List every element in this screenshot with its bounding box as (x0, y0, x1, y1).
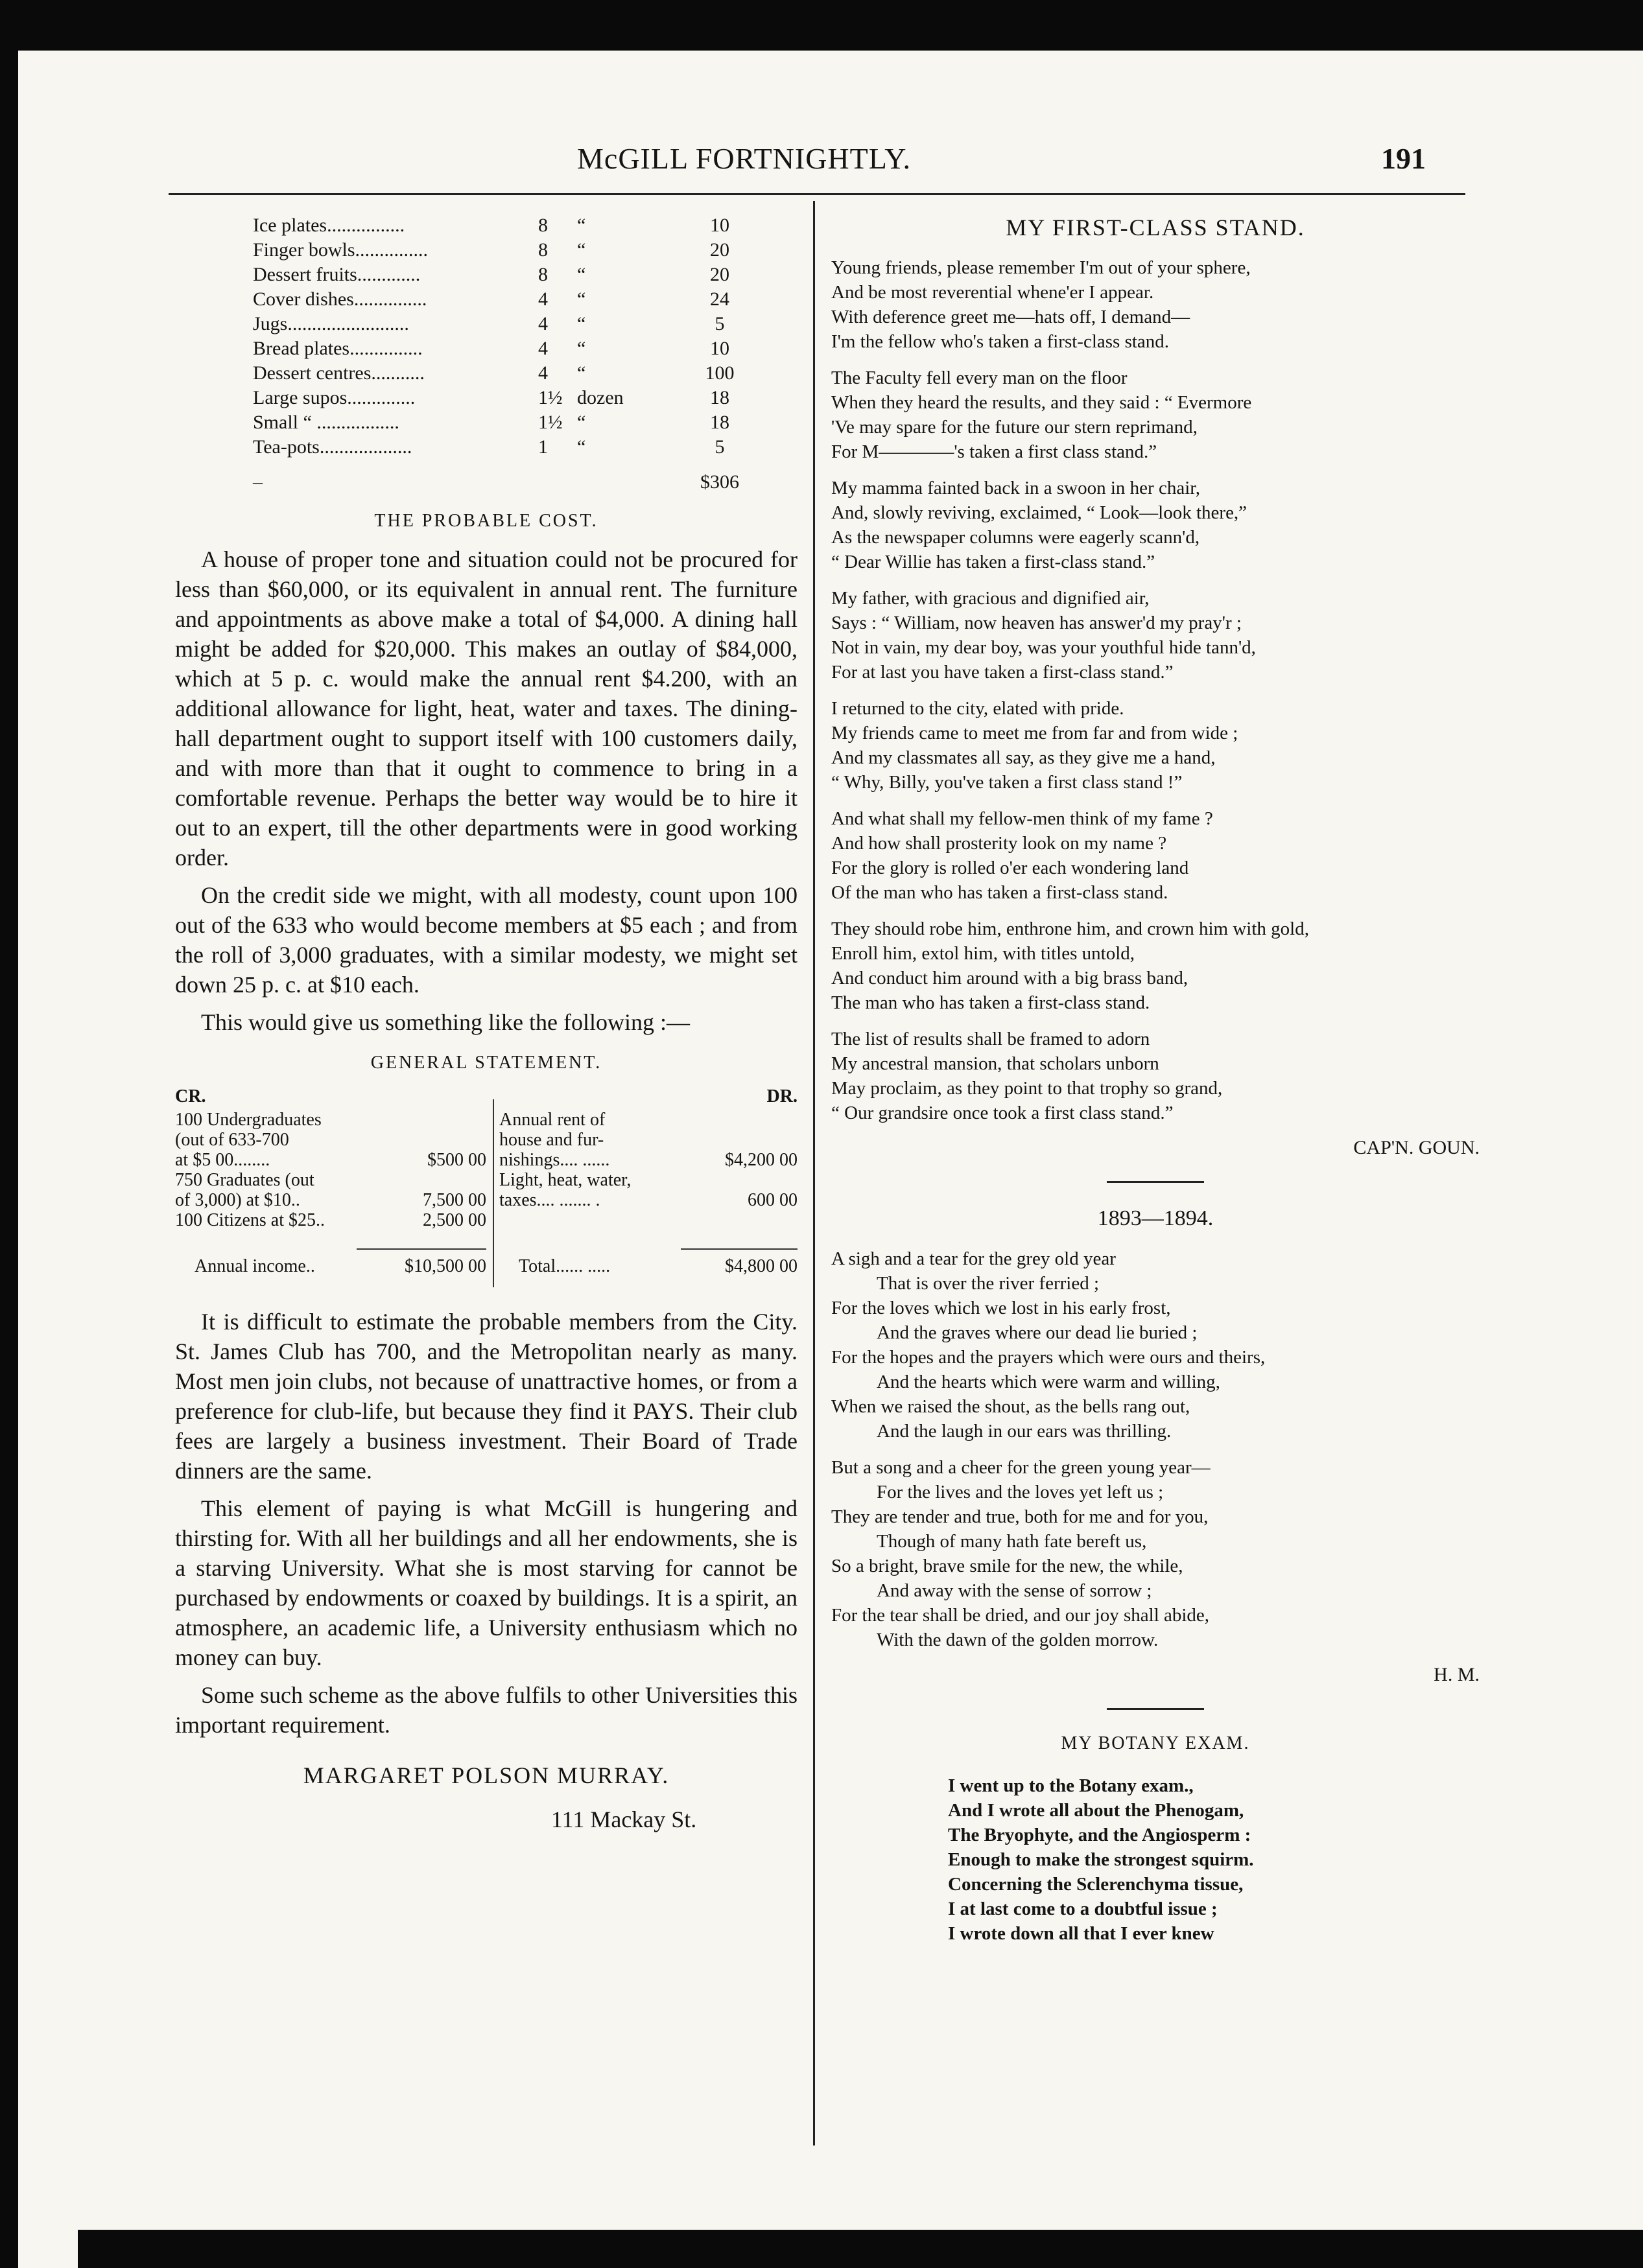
poem-line: That is over the river ferried ; (877, 1273, 1100, 1294)
poem-line: For the hopes and the prayers which were ours and theirs, (831, 1347, 1266, 1368)
supply-item: Cover dishes............... (253, 288, 427, 310)
supply-qty: 4 (538, 288, 548, 310)
debit-label: DR. (766, 1086, 798, 1106)
supply-unit: “ (577, 215, 586, 236)
poem-line: I returned to the city, elated with pride. (831, 698, 1124, 719)
statement-amount: $4,200 00 (725, 1150, 798, 1170)
supply-unit: “ (577, 264, 586, 285)
sum-rule (681, 1248, 798, 1250)
stanza (831, 586, 1480, 684)
poem-1893-1894 (831, 1246, 1480, 1652)
credit-total-amount: $10,500 00 (405, 1256, 486, 1276)
poem-author: H. M. (1434, 1664, 1480, 1685)
statement-text: (out of 633-700 (175, 1130, 289, 1150)
table-row (253, 337, 746, 362)
supply-qty: 4 (538, 338, 548, 359)
poem-line: They are tender and true, both for me and for you, (831, 1506, 1209, 1527)
poem-line: Young friends, please remember I'm out of your sphere, (831, 257, 1251, 278)
paragraph: Some such scheme as the above fulfils to other Universities this important requirement. (175, 1682, 798, 1738)
supply-item: Finger bowls............... (253, 239, 428, 261)
poem-line: A sigh and a tear for the grey old year (831, 1248, 1116, 1269)
scan-border-left (0, 0, 18, 2268)
statement-line (499, 1170, 798, 1190)
running-title: McGILL FORTNIGHTLY. (577, 142, 912, 175)
poem-author: CAP'N. GOUN. (1353, 1137, 1480, 1158)
supply-count: 10 (710, 215, 729, 236)
author-address: 111 Mackay St. (551, 1806, 697, 1832)
poem-line: I at last come to a doubtful issue ; (948, 1899, 1218, 1919)
paragraph: This element of paying is what McGill is hungering and thirsting for. With all her buildings and all her endowments, she is a starving University. What she is most starving for cannot be purchased by endowments or coaxed by buildings. It is a spirit, an atmosphere, an academic life, a University enthusiasm which no money can buy. (175, 1495, 798, 1670)
poem-line: “ Why, Billy, you've taken a first class stand !” (831, 772, 1183, 793)
poem-line: For the lives and the loves yet left us ; (877, 1482, 1164, 1502)
poem-line: But a song and a cheer for the green young year— (831, 1457, 1211, 1478)
stanza (831, 476, 1480, 574)
poem-first-class-stand (831, 255, 1480, 1125)
poem-line: The list of results shall be framed to adorn (831, 1029, 1150, 1049)
supply-unit: “ (577, 288, 586, 310)
stanza (831, 917, 1480, 1015)
supply-qty: 4 (538, 362, 548, 384)
statement-amount: $500 00 (427, 1150, 486, 1170)
probable-cost-body (175, 544, 798, 1037)
statement-amount: 7,500 00 (423, 1190, 486, 1210)
supply-item: Jugs......................... (253, 313, 409, 334)
debit-entries (499, 1110, 798, 1210)
poem-line: And, slowly reviving, exclaimed, “ Look—look there,” (831, 502, 1247, 523)
poem-line: When they heard the results, and they said : “ Evermore (831, 392, 1252, 413)
poem-line: Though of many hath fate bereft us, (877, 1531, 1147, 1552)
statement-text: Light, heat, water, (499, 1170, 632, 1190)
statement-line (499, 1110, 798, 1130)
left-column (175, 214, 798, 1833)
poem-line: The Faculty fell every man on the floor (831, 368, 1128, 388)
poem-line: And be most reverential whene'er I appear. (831, 282, 1154, 303)
poem-title: MY FIRST-CLASS STAND. (1006, 215, 1305, 240)
poem-line: And what shall my fellow-men think of my fame ? (831, 808, 1213, 829)
poem-line: My friends came to meet me from far and from wide ; (831, 723, 1238, 743)
author-signature: MARGARET POLSON MURRAY. (303, 1762, 670, 1788)
poem-line: For at last you have taken a first-class stand.” (831, 662, 1174, 683)
supply-item: Small “ ................. (253, 412, 399, 433)
supply-qty: 1 (538, 436, 548, 458)
header-rule (169, 193, 1465, 195)
table-row (253, 214, 746, 239)
statement-line (175, 1190, 486, 1210)
supply-item: Dessert centres........... (253, 362, 425, 384)
poem-line: Not in vain, my dear boy, was your youthful hide tann'd, (831, 637, 1256, 658)
supply-item: Tea-pots................... (253, 436, 412, 458)
table-row (253, 312, 746, 337)
supply-item: Large supos.............. (253, 387, 416, 408)
poem-line: Of the man who has taken a first-class stand. (831, 882, 1168, 903)
statement-line (175, 1170, 486, 1190)
table-row (253, 288, 746, 312)
supply-count: 5 (715, 436, 725, 458)
statement-text: 750 Graduates (out (175, 1170, 314, 1190)
poem-line: And how shall prosterity look on my name ? (831, 833, 1167, 854)
statement-text: 100 Citizens at $25.. (175, 1210, 325, 1230)
supply-item: Dessert fruits............. (253, 264, 421, 285)
poem-line: Enroll him, extol him, with titles untold, (831, 943, 1135, 964)
poem-line: And I wrote all about the Phenogam, (948, 1800, 1244, 1821)
poem-line: And conduct him around with a big brass band, (831, 968, 1188, 988)
supply-qty: 8 (538, 215, 548, 236)
supply-count: 10 (710, 338, 729, 359)
supply-qty: 8 (538, 264, 548, 285)
table-row (253, 263, 746, 288)
page-number: 191 (1381, 142, 1426, 175)
paragraph: A house of proper tone and situation could not be procured for less than $60,000, or its equivalent in annual rent. The furniture and appointments as above make a total of $4,000. A dining hall might be added for $20,000. This makes an outlay of $84,000, which at 5 p. c. would make the annual rent $4.200, with an additional allowance for light, heat, water and taxes. The dining-hall department ought to support itself with 100 customers daily, and with more than that it ought to commence to bring in a comfortable revenue. Perhaps the better way would be to hire it out to an expert, till the other departments were in good working order. (175, 546, 798, 871)
column-rule (813, 201, 815, 2145)
statement-line (175, 1150, 486, 1170)
supply-count: 18 (710, 387, 729, 408)
poem-line: Says : “ William, now heaven has answer'd my pray'r ; (831, 613, 1242, 633)
right-column (831, 214, 1480, 1946)
stanza (831, 1455, 1480, 1652)
scan-border-top (0, 0, 1643, 51)
poem-line: For the loves which we lost in his early frost, (831, 1298, 1171, 1318)
poem-line: And my classmates all say, as they give me a hand, (831, 747, 1216, 768)
poem-line: When we raised the shout, as the bells rang out, (831, 1396, 1190, 1417)
statement-line (499, 1150, 798, 1170)
closing-body (175, 1307, 798, 1740)
scan-border-bottom (78, 2230, 1643, 2268)
general-statement-heading: GENERAL STATEMENT. (370, 1053, 602, 1073)
poem-line: My father, with gracious and dignified air, (831, 588, 1150, 609)
supply-unit: “ (577, 239, 586, 261)
credit-entries (175, 1110, 486, 1230)
poem-line: They should robe him, enthrone him, and crown him with gold, (831, 918, 1309, 939)
supply-unit: dozen (577, 387, 624, 408)
poem-line: Enough to make the strongest squirm. (948, 1849, 1254, 1870)
credit-total-label: Annual income.. (195, 1256, 315, 1276)
statement-text: of 3,000) at $10.. (175, 1190, 300, 1210)
supply-qty: 4 (538, 313, 548, 334)
statement-text: house and fur- (499, 1130, 604, 1150)
supply-item: Ice plates................ (253, 215, 405, 236)
statement-line (175, 1210, 486, 1230)
table-row (253, 411, 746, 436)
supply-count: 5 (715, 313, 725, 334)
statement-amount: 600 00 (748, 1190, 798, 1210)
credit-label: CR. (175, 1086, 206, 1106)
debit-total-amount: $4,800 00 (725, 1256, 798, 1276)
general-statement (175, 1086, 798, 1294)
statement-divider (493, 1099, 494, 1287)
supply-count: 24 (710, 288, 729, 310)
supply-count: 18 (710, 412, 729, 433)
empty-cell (577, 460, 694, 495)
supply-unit: “ (577, 338, 586, 359)
poem-line: “ Dear Willie has taken a first-class stand.” (831, 552, 1155, 572)
statement-line (175, 1110, 486, 1130)
poem-line: And the laugh in our ears was thrilling. (877, 1421, 1172, 1442)
poem-line: For the glory is rolled o'er each wondering land (831, 858, 1189, 878)
empty-cell (538, 460, 577, 495)
poem-line: I wrote down all that I ever knew (948, 1923, 1214, 1944)
paragraph: It is difficult to estimate the probable members from the City. St. James Club has 700, and the Metropolitan nearly as many. Most men join clubs, not because of unattractive homes, or from a preference for club-life, but because they find it PAYS. Their club fees are largely a business investment. Their Board of Trade dinners are the same. (175, 1309, 798, 1484)
statement-line (499, 1130, 798, 1150)
supply-unit: “ (577, 436, 586, 458)
poem-line: “ Our grandsire once took a first class stand.” (831, 1103, 1174, 1123)
supply-item: Bread plates............... (253, 338, 423, 359)
stanza (831, 696, 1480, 795)
poem-line: I'm the fellow who's taken a first-class stand. (831, 331, 1170, 352)
poem-line: With the dawn of the golden morrow. (877, 1630, 1159, 1650)
section-rule (1107, 1181, 1204, 1183)
poem-line: And the graves where our dead lie buried ; (877, 1322, 1198, 1343)
poem-line: For M————'s taken a first class stand.” (831, 441, 1157, 462)
poem-title: MY BOTANY EXAM. (1061, 1733, 1250, 1753)
supply-qty: 8 (538, 239, 548, 261)
statement-text: nishings.... ...... (499, 1150, 610, 1170)
supply-unit: “ (577, 313, 586, 334)
debit-total-label: Total...... ..... (519, 1256, 611, 1276)
table-row (253, 436, 746, 460)
poem-botany-exam (948, 1773, 1480, 1946)
stanza (831, 806, 1480, 905)
table-total-row (253, 460, 746, 495)
supplies-table (253, 214, 746, 495)
supply-qty: 1½ (538, 387, 563, 408)
probable-cost-heading: THE PROBABLE COST. (374, 511, 598, 531)
statement-text: Annual rent of (499, 1110, 606, 1130)
poem-line: I went up to the Botany exam., (948, 1775, 1194, 1796)
statement-line (499, 1190, 798, 1210)
poem-line: Concerning the Sclerenchyma tissue, (948, 1874, 1244, 1895)
paragraph: On the credit side we might, with all modesty, count upon 100 out of the 633 who would become members at $5 each ; and from the roll of 3,000 graduates, with a similar modesty, we might set down 25 p. c. at $10 each. (175, 882, 798, 998)
poem-line: For the tear shall be dried, and our joy shall abide, (831, 1605, 1210, 1626)
poem-line: And the hearts which were warm and willing, (877, 1372, 1220, 1392)
statement-text: 100 Undergraduates (175, 1110, 322, 1130)
poem-line: 'Ve may spare for the future our stern reprimand, (831, 417, 1198, 438)
supply-qty: 1½ (538, 412, 563, 433)
stanza (831, 1027, 1480, 1125)
stanza (831, 1246, 1480, 1444)
statement-line (175, 1130, 486, 1150)
paragraph: This would give us something like the following :— (201, 1009, 690, 1035)
table-row (253, 386, 746, 411)
statement-text: at $5 00........ (175, 1150, 270, 1170)
poem-line: My ancestral mansion, that scholars unborn (831, 1053, 1159, 1074)
supply-count: 100 (705, 362, 735, 384)
statement-text: taxes.... ....... . (499, 1190, 600, 1210)
statement-amount: 2,500 00 (423, 1210, 486, 1230)
debit-total-line (519, 1256, 798, 1276)
supplies-total: $306 (700, 471, 739, 493)
section-rule (1107, 1708, 1204, 1710)
poem-line: So a bright, brave smile for the new, the while, (831, 1556, 1183, 1576)
supply-unit: “ (577, 362, 586, 384)
poem-line: My mamma fainted back in a swoon in her chair, (831, 478, 1200, 498)
credit-total-line (195, 1256, 486, 1276)
poem-line: The Bryophyte, and the Angiosperm : (948, 1825, 1251, 1845)
supply-count: 20 (710, 264, 729, 285)
table-row (253, 239, 746, 263)
poem-line: As the newspaper columns were eagerly scann'd, (831, 527, 1200, 548)
stanza (831, 255, 1480, 354)
poem-line: And away with the sense of sorrow ; (877, 1580, 1152, 1601)
stanza (831, 366, 1480, 464)
supply-count: 20 (710, 239, 729, 261)
poem-line: The man who has taken a first-class stand. (831, 992, 1150, 1013)
table-row (253, 362, 746, 386)
poem-line: May proclaim, as they point to that trophy so grand, (831, 1078, 1223, 1099)
poem-line: With deference greet me—hats off, I demand— (831, 307, 1190, 327)
supply-unit: “ (577, 412, 586, 433)
sum-rule (357, 1248, 486, 1250)
poem-title: 1893—1894. (1097, 1206, 1214, 1230)
total-dash: – (253, 471, 263, 493)
